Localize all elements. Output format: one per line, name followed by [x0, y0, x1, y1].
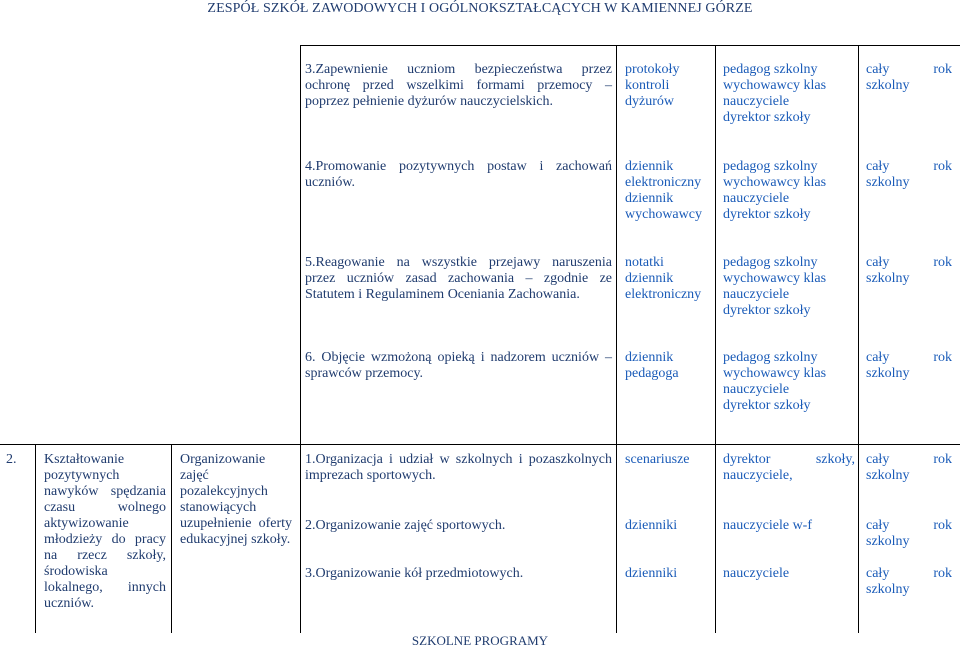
section-number: 2.	[6, 452, 17, 467]
method-cell: dzienniki	[625, 566, 678, 581]
task-cell: 3.Organizowanie kół przedmiotowych.	[305, 566, 524, 581]
page-footer: SZKOLNE PROGRAMY	[411, 633, 549, 648]
column-divider-2	[616, 45, 617, 633]
persons-cell: pedagog szkolny wychowawcy klas nauczyciele dyrektor szkoły	[723, 255, 827, 318]
persons-cell: pedagog szkolny wychowawcy klas nauczyciele dyrektor szkoły	[723, 159, 827, 222]
table-top-border	[300, 45, 960, 46]
term-cell: cały rok szkolny	[866, 255, 952, 286]
column-divider-4	[858, 45, 859, 633]
task-cell: 6. Objęcie wzmożoną opieką i nadzorem uczniów – sprawców przemocy.	[305, 350, 612, 381]
column-divider-left	[35, 444, 36, 633]
method-cell: dzienniki	[625, 518, 678, 533]
task-cell: 4.Promowanie pozytywnych postaw i zachowań uczniów.	[305, 159, 612, 190]
term-cell: cały rok szkolny	[866, 566, 952, 597]
goal-cell: Kształtowanie pozytywnych nawyków spędzania czasu wolnego aktywizowanie młodzieży do pracy na rzecz szkoły, środowiska lokalnego, innych uczniów.	[44, 452, 166, 611]
section-divider	[0, 444, 960, 445]
task-cell: 1.Organizacja i udział w szkolnych i pozaszkolnych imprezach sportowych.	[305, 452, 612, 483]
task-cell: 2.Organizowanie zajęć sportowych.	[305, 518, 506, 533]
persons-cell: nauczyciele	[723, 566, 790, 581]
term-cell: cały rok szkolny	[866, 62, 952, 93]
persons-cell: nauczyciele w-f	[723, 518, 812, 533]
persons-cell: pedagog szkolny wychowawcy klas nauczyciele dyrektor szkoły	[723, 62, 827, 125]
page-header: ZESPÓŁ SZKÓŁ ZAWODOWYCH I OGÓLNOKSZTAŁCĄCYCH W KAMIENNEJ GÓRZE	[207, 1, 753, 16]
column-divider-1	[300, 45, 301, 633]
column-divider-form	[171, 444, 172, 633]
term-cell: cały rok szkolny	[866, 159, 952, 190]
term-cell: cały rok szkolny	[866, 350, 952, 381]
term-cell: cały rok szkolny	[866, 518, 952, 549]
method-cell: scenariusze	[625, 452, 690, 467]
term-cell: cały rok szkolny	[866, 452, 952, 483]
task-cell: 5.Reagowanie na wszystkie przejawy naruszenia przez uczniów zasad zachowania – zgodnie ze Statutem i Regulaminem Oceniania Zachowania.	[305, 255, 612, 302]
method-cell: dziennik pedagoga	[625, 350, 679, 381]
method-cell: notatki dziennik elektroniczny	[625, 255, 702, 302]
task-cell: 3.Zapewnienie uczniom bezpieczeństwa przez ochronę przed wszelkimi formami przemocy – poprzez pełnienie dyżurów nauczycielskich.	[305, 62, 612, 109]
column-divider-3	[715, 45, 716, 633]
persons-cell: dyrektor szkoły, nauczyciele,	[723, 452, 855, 483]
persons-cell: pedagog szkolny wychowawcy klas nauczyciele dyrektor szkoły	[723, 350, 827, 413]
method-cell: protokoły kontroli dyżurów	[625, 62, 680, 109]
method-cell: dziennik elektroniczny dziennik wychowawcy	[625, 159, 702, 222]
form-cell: Organizowanie zajęć pozalekcyjnych stanowiących uzupełnienie oferty edukacyjnej szkoły.	[180, 452, 292, 547]
